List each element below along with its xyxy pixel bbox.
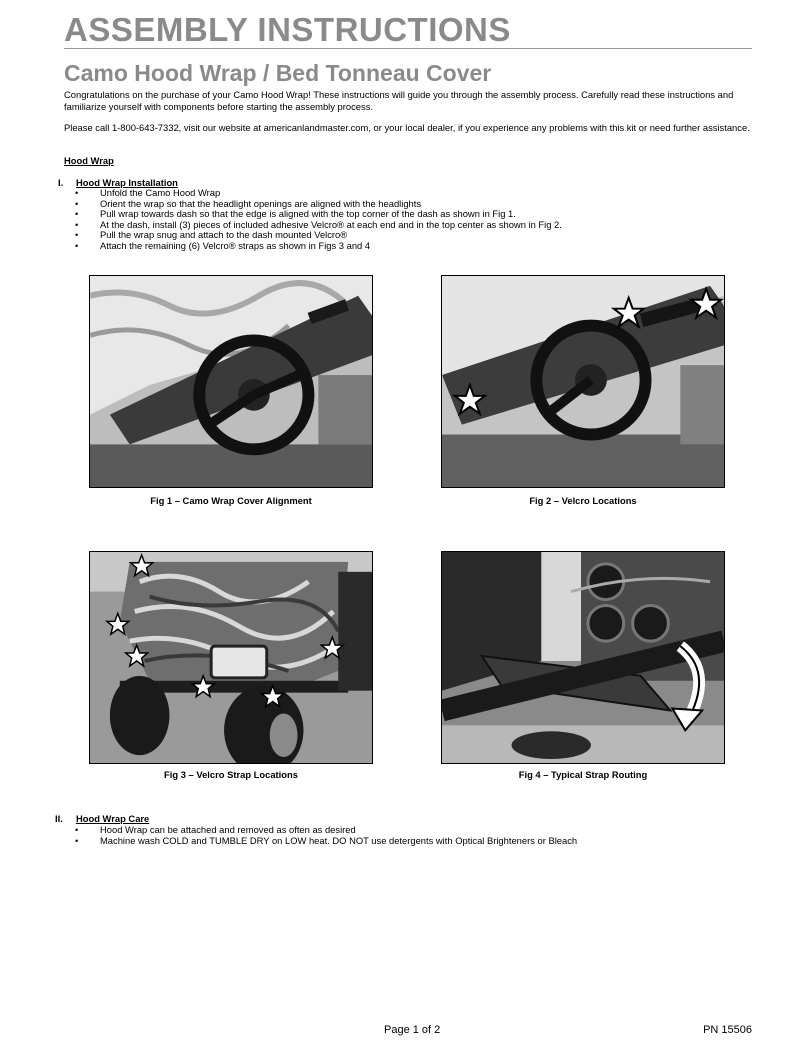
care-steps bbox=[75, 825, 577, 846]
installation-steps bbox=[75, 188, 562, 251]
fig3-caption: Fig 3 – Velcro Strap Locations bbox=[164, 769, 298, 780]
fig4-image bbox=[441, 551, 725, 764]
page-number: Page 1 of 2 bbox=[384, 1024, 441, 1036]
list-item: • Attach the remaining (6) Velcro® straps as shown in Figs 3 and 4 bbox=[75, 241, 562, 252]
fig1-image bbox=[89, 275, 373, 488]
page-title: ASSEMBLY INSTRUCTIONS bbox=[64, 11, 511, 48]
list-item: • Unfold the Camo Hood Wrap bbox=[75, 188, 562, 199]
care-numeral: II. bbox=[55, 813, 63, 824]
contact-paragraph: Please call 1-800-643-7332, visit our website at americanlandmaster.com, or your local dealer, if you experience any problems with this kit or need further assistance. bbox=[64, 122, 750, 133]
fig1-caption: Fig 1 – Camo Wrap Cover Alignment bbox=[150, 495, 312, 506]
intro-paragraph: Congratulations on the purchase of your Camo Hood Wrap! These instructions will guide you through the assembly process. Carefully read these instructions and familiarize yourself with components before starting the assembly process. bbox=[64, 89, 734, 112]
list-item: • Pull wrap towards dash so that the edge is aligned with the top corner of the dash as shown in Fig 1. bbox=[75, 209, 562, 220]
list-item: • Machine wash COLD and TUMBLE DRY on LOW heat. DO NOT use detergents with Optical Brighteners or Bleach bbox=[75, 836, 577, 847]
fig3-image bbox=[89, 551, 373, 764]
care-heading: Hood Wrap Care bbox=[76, 813, 150, 824]
installation-numeral: I. bbox=[58, 177, 64, 188]
fig2-caption: Fig 2 – Velcro Locations bbox=[529, 495, 637, 506]
page-subtitle: Camo Hood Wrap / Bed Tonneau Cover bbox=[64, 60, 492, 86]
installation-heading: Hood Wrap Installation bbox=[76, 177, 178, 188]
list-item: • Pull the wrap snug and attach to the dash mounted Velcro® bbox=[75, 230, 562, 241]
title-divider bbox=[64, 48, 752, 49]
part-number: PN 15506 bbox=[703, 1024, 752, 1036]
list-item: • Orient the wrap so that the headlight openings are aligned with the headlights bbox=[75, 199, 562, 210]
list-item: • At the dash, install (3) pieces of included adhesive Velcro® at each end and in the top center as shown in Fig 2. bbox=[75, 220, 562, 231]
fig4-caption: Fig 4 – Typical Strap Routing bbox=[518, 769, 648, 780]
list-item: • Hood Wrap can be attached and removed as often as desired bbox=[75, 825, 577, 836]
section-heading: Hood Wrap bbox=[64, 155, 114, 166]
fig2-image bbox=[441, 275, 725, 488]
